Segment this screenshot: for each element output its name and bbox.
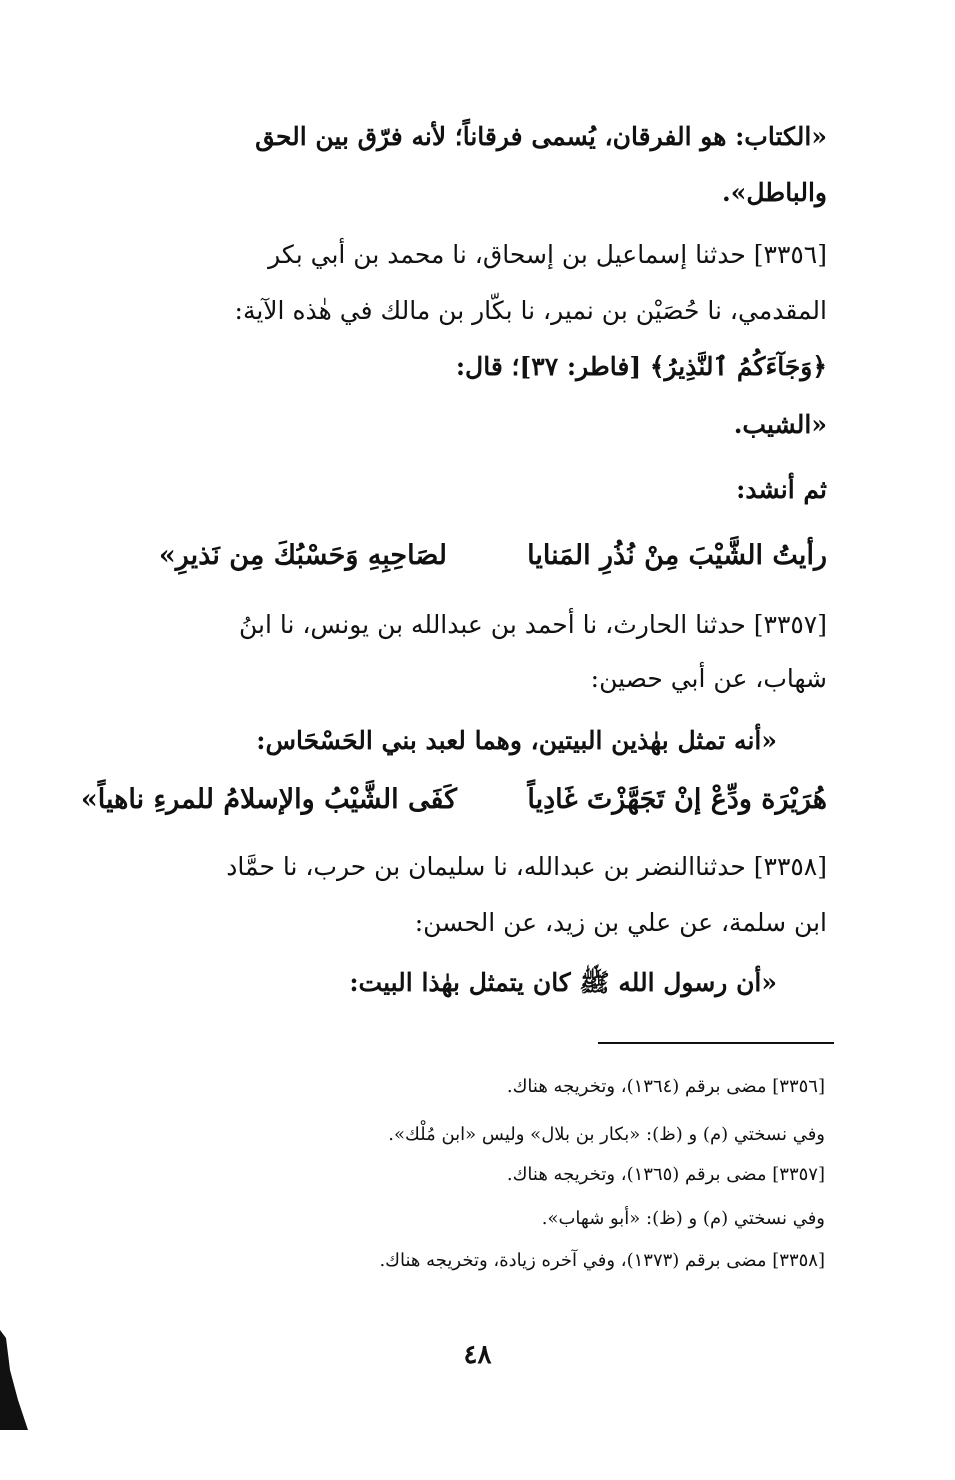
hadith-3357-line: [٣٣٥٧] حدثنا الحارث، نا أحمد بن عبدالله بن يونس، نا ابنُ (238, 610, 827, 639)
footnote: [٣٣٥٦] مضى برقم (١٣٦٤)، وتخريجه هناك. (506, 1076, 825, 1097)
quran-verse-line: ﴿وَجَآءَكُمُ ٱلنَّذِيرُ﴾ [فاطر: ٣٧]؛ قال: (455, 352, 827, 381)
poem-verse-1-first: رأيتُ الشَّيْبَ مِنْ نُذُرِ المَنايا (527, 540, 827, 571)
text-line: «أنه تمثل بهٰذين البيتين، وهما لعبد بني الحَسْحَاس: (256, 726, 777, 755)
text-line: والباطل». (722, 178, 827, 207)
hadith-3358-line: [٣٣٥٨] حدثناالنضر بن عبدالله، نا سليمان بن حرب، نا حمَّاد (226, 852, 827, 881)
footnote: [٣٣٥٧] مضى برقم (١٣٦٥)، وتخريجه هناك. (506, 1164, 825, 1185)
poem-verse-1-second: لصَاحِبِهِ وَحَسْبُكَ مِن نَذيرِ» (158, 540, 447, 571)
text-line: شهاب، عن أبي حصين: (590, 664, 827, 693)
text-line: ثم أنشد: (736, 475, 827, 504)
poem-verse-2-second: كَفَى الشَّيْبُ والإسلامُ للمرءِ ناهياً» (80, 784, 457, 815)
hadith-3356-line: [٣٣٥٦] حدثنا إسماعيل بن إسحاق، نا محمد بن أبي بكر (268, 240, 827, 269)
text-line: «أن رسول الله ﷺ كان يتمثل بهٰذا البيت: (349, 968, 777, 997)
text-line: «الكتاب: هو الفرقان، يُسمى فرقاناً؛ لأنه فرّق بين الحق (255, 122, 827, 151)
poem-verse-2-first: هُرَيْرَة ودِّعْ إنْ تَجَهَّزْتَ غَادِياً (527, 784, 827, 815)
footnote: [٣٣٥٨] مضى برقم (١٣٧٣)، وفي آخره زيادة، وتخريجه هناك. (379, 1250, 825, 1271)
page-number: ٤٨ (463, 1340, 492, 1370)
page-edge-shadow (0, 1330, 30, 1430)
text-line: ابن سلمة، عن علي بن زيد، عن الحسن: (414, 908, 827, 937)
text-line: «الشيب. (733, 410, 827, 439)
footnote: وفي نسختي (م) و (ظ): «بكار بن بلال» وليس «ابن مُلْك». (388, 1124, 825, 1145)
footnote-divider (598, 1042, 834, 1044)
text-line: المقدمي، نا حُصَيْن بن نمير، نا بكّار بن مالك في هٰذه الآية: (234, 296, 827, 325)
footnote: وفي نسختي (م) و (ظ): «أبو شهاب». (541, 1208, 825, 1229)
